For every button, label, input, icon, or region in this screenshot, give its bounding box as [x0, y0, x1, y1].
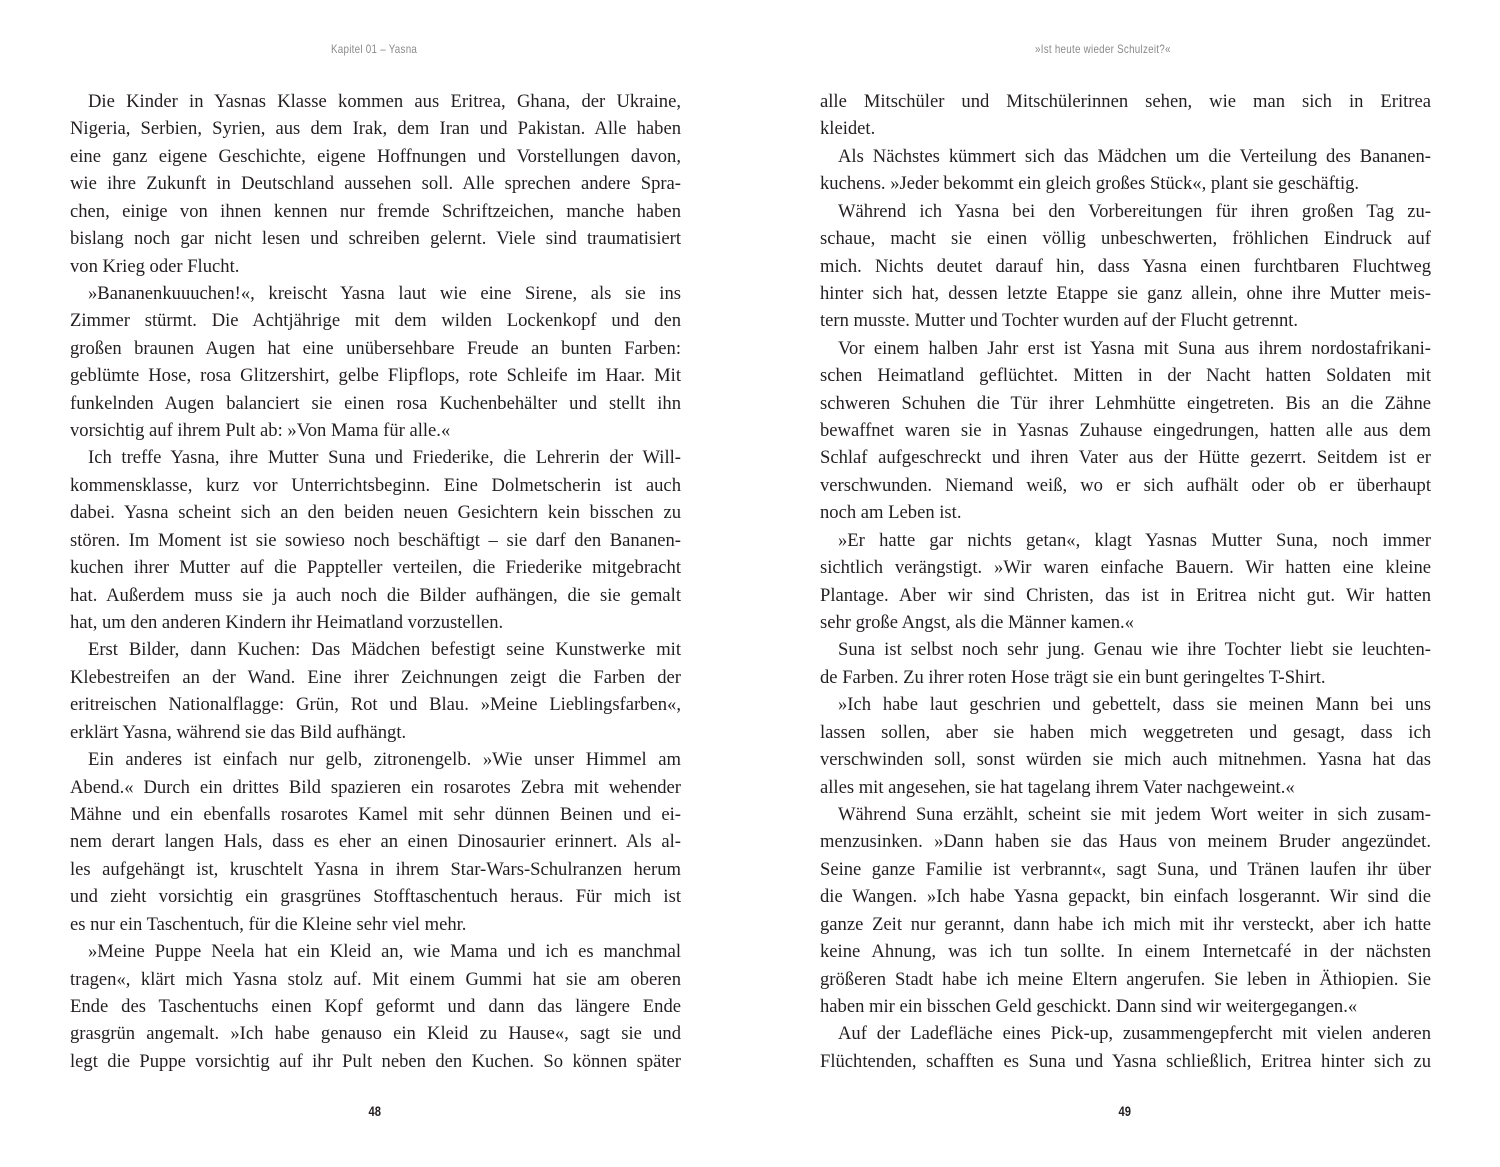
text-line: mich. Nichts deutet darauf hin, dass Yasna einen furchtbaren Fluchtweg	[820, 255, 1431, 277]
text-line: Suna ist selbst noch sehr jung. Genau wie ihre Tochter liebt sie leuchten-	[838, 639, 1431, 661]
text-line: Auf der Ladefläche eines Pick-up, zusammengepfercht mit vielen anderen	[838, 1023, 1431, 1045]
paragraph	[820, 88, 1431, 143]
text-line: verschwunden. Niemand weiß, wo er sich aufhält oder ob er überhaupt	[820, 474, 1431, 496]
text-line: Mähne und ein ebenfalls rosarotes Kamel mit sehr dünnen Beinen und ei-	[70, 803, 681, 825]
text-line: kuchens. »Jeder bekommt ein gleich großes Stück«, plant sie geschäftig.	[820, 173, 1360, 195]
text-line: die Wangen. »Ich habe Yasna gepackt, bin einfach losgerannt. Wir sind die	[820, 886, 1431, 908]
text-line: Seine ganze Familie ist verbrannt«, sagt Suna, und Tränen laufen ihr über	[820, 858, 1431, 880]
text-line: tragen«, klärt mich Yasna stolz auf. Mit einem Gummi hat sie am oberen	[70, 968, 681, 990]
text-line: Während Suna erzählt, scheint sie mit jedem Wort weiter in sich zusam-	[838, 803, 1431, 825]
paragraph	[820, 801, 1431, 1020]
text-line: »Er hatte gar nichts getan«, klagt Yasnas Mutter Suna, noch immer	[838, 529, 1431, 551]
text-line: stören. Im Moment ist sie sowieso noch beschäftigt – sie darf den Bananen-	[70, 529, 681, 551]
text-line: legt die Puppe vorsichtig auf ihr Pult neben den Kuchen. So können später	[70, 1050, 681, 1072]
text-line: erklärt Yasna, während sie das Bild aufhängt.	[70, 721, 407, 743]
text-line: les aufgehängt ist, kruschtelt Yasna in ihrem Star-Wars-Schulranzen herum	[70, 858, 681, 880]
text-line: hat. Außerdem muss sie ja auch noch die Bilder aufhängen, die sie gemalt	[70, 584, 681, 606]
text-line: Zimmer stürmt. Die Achtjährige mit dem wilden Lockenkopf und den	[70, 310, 681, 332]
paragraph	[820, 198, 1431, 335]
text-line: Nigeria, Serbien, Syrien, aus dem Irak, dem Iran und Pakistan. Alle haben	[70, 118, 681, 140]
paragraph	[820, 1020, 1431, 1075]
text-line: haben mir ein bisschen Geld geschickt. Dann sind wir weitergegangen.«	[820, 995, 1358, 1017]
text-line: sehr große Angst, als die Männer kamen.«	[820, 612, 1134, 634]
text-line: eritreischen Nationalflagge: Grün, Rot und Blau. »Meine Lieblingsfarben«,	[70, 694, 681, 716]
text-line: chen, einige von ihnen kennen nur fremde Schriftzeichen, manche haben	[70, 200, 681, 222]
text-line: Ende des Taschentuchs einen Kopf geformt und dann das längere Ende	[70, 995, 681, 1017]
text-line: schaue, macht sie einen völlig unbeschwerten, fröhlichen Eindruck auf	[820, 228, 1431, 250]
paragraph	[70, 444, 681, 636]
text-line: schen Heimatland geflüchtet. Mitten in der Nacht hatten Soldaten mit	[820, 365, 1431, 387]
text-line: kleidet.	[820, 118, 876, 140]
page-body	[820, 88, 1431, 1075]
text-line: de Farben. Zu ihrer roten Hose trägt sie ein bunt geringeltes T-Shirt.	[820, 666, 1326, 688]
text-line: großen braunen Augen hat eine unübersehbare Freude an bunten Farben:	[70, 337, 681, 359]
text-line: schweren Schuhen die Tür ihrer Lehmhütte eingetreten. Bis an die Zähne	[820, 392, 1431, 414]
text-line: bewaffnet waren sie in Yasnas Zuhause eingedrungen, hatten alle aus dem	[820, 420, 1431, 442]
paragraph	[820, 335, 1431, 527]
text-line: verschwinden soll, sonst würden sie mich auch mitnehmen. Yasna hat das	[820, 749, 1431, 771]
paragraph	[820, 143, 1431, 198]
text-line: Während ich Yasna bei den Vorbereitungen für ihren großen Tag zu-	[838, 200, 1431, 222]
text-line: kuchen ihrer Mutter auf die Pappteller verteilen, die Friederike mitgebracht	[70, 557, 681, 579]
text-line: noch am Leben ist.	[820, 502, 962, 524]
text-line: alle Mitschüler und Mitschülerinnen sehen, wie man sich in Eritrea	[820, 91, 1431, 112]
text-line: »Ich habe laut geschrien und gebettelt, dass sie meinen Mann bei uns	[838, 694, 1431, 716]
text-line: eine ganz eigene Geschichte, eigene Hoffnungen und Vorstellungen davon,	[70, 145, 681, 167]
text-line: es nur ein Taschentuch, für die Kleine sehr viel mehr.	[70, 913, 467, 935]
text-line: und zieht vorsichtig ein grasgrünes Stofftaschentuch heraus. Für mich ist	[70, 886, 681, 908]
text-line: vorsichtig auf ihrem Pult ab: »Von Mama für alle.«	[70, 420, 451, 442]
text-line: hinter sich hat, dessen letzte Etappe sie ganz allein, ohne ihre Mutter meis-	[820, 282, 1431, 304]
text-line: »Bananenkuuuchen!«, kreischt Yasna laut wie eine Sirene, als sie ins	[88, 282, 681, 304]
text-line: tern musste. Mutter und Tochter wurden auf der Flucht getrennt.	[820, 310, 1299, 332]
paragraph	[70, 938, 681, 1075]
paragraph	[70, 88, 681, 280]
text-line: Flüchtenden, schafften es Suna und Yasna schließlich, Eritrea hinter sich zu	[820, 1050, 1431, 1072]
running-header: Kapitel 01 – Yasna	[331, 42, 418, 56]
text-line: ganze Zeit nur gerannt, dann habe ich mich mit ihr versteckt, aber ich hatte	[820, 913, 1431, 935]
text-line: Schlaf aufgeschreckt und ihren Vater aus der Hütte gezerrt. Seitdem ist er	[820, 447, 1431, 469]
text-line: menzusinken. »Dann haben sie das Haus von meinem Bruder angezündet.	[820, 831, 1431, 853]
text-line: Die Kinder in Yasnas Klasse kommen aus Eritrea, Ghana, der Ukraine,	[88, 91, 681, 112]
paragraph	[70, 636, 681, 746]
text-line: von Krieg oder Flucht.	[70, 255, 240, 277]
paragraph	[820, 527, 1431, 637]
text-line: lassen sollen, aber sie haben mich weggetreten und gesagt, dass ich	[820, 721, 1431, 743]
paragraph	[70, 746, 681, 938]
page-body	[70, 88, 681, 1075]
text-line: keine Ahnung, was ich tun sollte. In einem Internetcafé in der nächsten	[820, 941, 1431, 963]
text-line: hat, um den anderen Kindern ihr Heimatland vorzustellen.	[70, 612, 504, 634]
text-line: »Meine Puppe Neela hat ein Kleid an, wie Mama und ich es manchmal	[88, 941, 681, 963]
text-line: Ein anderes ist einfach nur gelb, zitronengelb. »Wie unser Himmel am	[88, 749, 681, 771]
text-line: Vor einem halben Jahr erst ist Yasna mit Suna aus ihrem nordostafrikani-	[838, 337, 1431, 359]
text-line: Als Nächstes kümmert sich das Mädchen um die Verteilung des Bananen-	[838, 145, 1431, 167]
right-page	[750, 0, 1500, 1167]
text-line: grasgrün angemalt. »Ich habe genauso ein Kleid zu Hause«, sagt sie und	[70, 1023, 681, 1045]
text-line: kommensklasse, kurz vor Unterrichtsbeginn. Eine Dolmetscherin ist auch	[70, 474, 681, 496]
text-line: sichtlich verängstigt. »Wir waren einfache Bauern. Wir hatten eine kleine	[820, 557, 1431, 579]
paragraph	[70, 280, 681, 445]
text-line: größeren Stadt habe ich meine Eltern angerufen. Sie leben in Äthiopien. Sie	[820, 968, 1431, 990]
text-line: Abend.« Durch ein drittes Bild spazieren ein rosarotes Zebra mit wehender	[70, 776, 681, 798]
text-line: wie ihre Zukunft in Deutschland aussehen soll. Alle sprechen andere Spra-	[70, 173, 681, 195]
text-line: geblümte Hose, rosa Glitzershirt, gelbe Flipflops, rote Schleife im Haar. Mit	[70, 365, 681, 387]
text-line: dabei. Yasna scheint sich an den beiden neuen Gesichtern kein bisschen zu	[70, 502, 681, 524]
page-number: 49	[1118, 1103, 1132, 1119]
text-line: funkelnden Augen balanciert sie einen rosa Kuchenbehälter und stellt ihn	[70, 392, 681, 414]
page-number: 48	[368, 1103, 382, 1119]
text-line: Plantage. Aber wir sind Christen, das ist in Eritrea nicht gut. Wir hatten	[820, 584, 1431, 606]
text-line: Klebestreifen an der Wand. Eine ihrer Zeichnungen zeigt die Farben der	[70, 666, 681, 688]
text-line: nem derart langen Hals, dass es eher an einen Dinosaurier erinnert. Als al-	[70, 831, 681, 853]
running-header: »Ist heute wieder Schulzeit?«	[1035, 42, 1171, 56]
paragraph	[820, 691, 1431, 801]
text-line: bislang noch gar nicht lesen und schreiben gelernt. Viele sind traumatisiert	[70, 228, 681, 250]
text-line: Ich treffe Yasna, ihre Mutter Suna und Friederike, die Lehrerin der Will-	[88, 447, 681, 469]
text-line: Erst Bilder, dann Kuchen: Das Mädchen befestigt seine Kunstwerke mit	[88, 639, 681, 661]
text-line: alles mit angesehen, sie hat tagelang ihrem Vater nachgeweint.«	[820, 776, 1295, 798]
paragraph	[820, 636, 1431, 691]
